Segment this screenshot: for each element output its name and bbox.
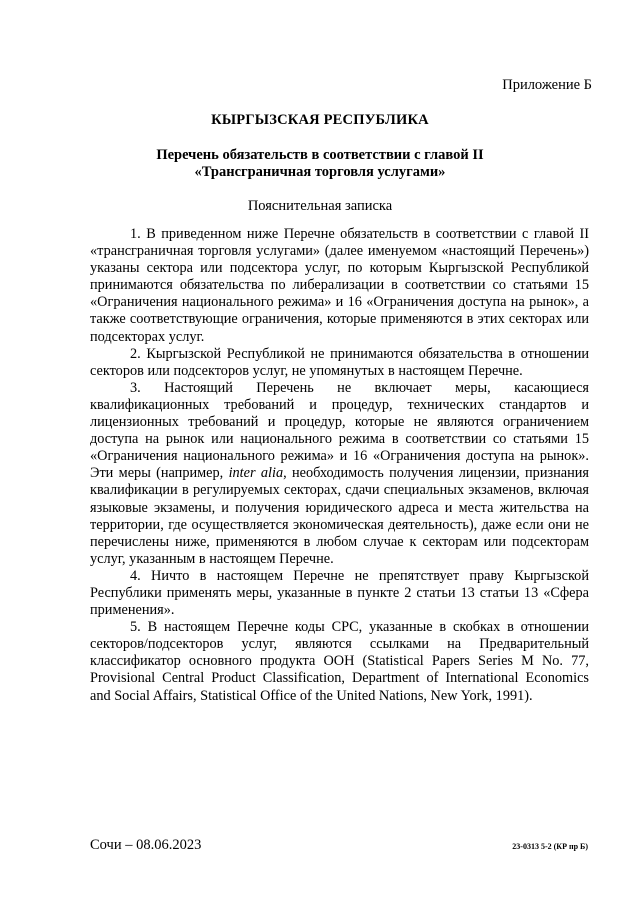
document-body — [90, 226, 589, 705]
paragraph-4: 4. Ничто в настоящем Перечне не препятствует праву Кыргызской Республики применять меры, указанные в пункте 2 статьи 13 статьи 13 «Сфера применения». — [90, 567, 589, 619]
paragraph-5: 5. В настоящем Перечне коды CPC, указанные в скобках в отношении секторов/подсекторов услуг, являются ссылками на Предварительный классификатор основного продукта ООН (Statistical Papers Series M No. 77, Provisional Central Product Classification, Department of International Economics and Social Affairs, Statistical Office of the United Nations, New York, 1991). — [90, 619, 589, 704]
paragraph-3-text: 3. Настоящий Перечень не включает меры, касающиеся квалификационных требований и процедур, технических стандартов и лицензионных требований и процедур, которые не являются ограничением доступа на рынок или национального режима в соответствии со статьями 15 «Ограничения национального режима» и 16 «Ограничения доступа на рынок». — [90, 379, 589, 465]
annex-label: Приложение Б — [502, 77, 592, 93]
footer-date: Сочи – 08.06.2023 — [90, 837, 202, 853]
subtitle-line-1: Перечень обязательств в соответствии с главой II — [156, 147, 484, 163]
paragraph-3 — [90, 380, 589, 568]
paragraph-3-cont-b: , необходимость получения лицензии, признания квалификации в регулируемых секторах, сдачи специальных экзаменов, включая языковые экзамены, и получения юридического адреса и места жительства на территории, где осуществляется экономическая деятельность), даже если они не перечислены ниже, применяются в любом случае к секторам или подсекторам услуг, указанным в настоящем Перечне. — [90, 465, 589, 567]
country-heading: КЫРГЫЗСКАЯ РЕСПУБЛИКА — [211, 112, 429, 128]
document-subtitle — [0, 147, 640, 181]
paragraph-3-cont-a: Эти меры (например, — [90, 465, 229, 482]
explanatory-note-title: Пояснительная записка — [247, 198, 393, 214]
paragraph-1: 1. В приведенном ниже Перечне обязательств в соответствии с главой II «трансграничная торговля услугами» (далее именуемом «настоящий Перечень») указаны сектора или подсектора услуг, по которым Кыргызской Республикой принимаются обязательства по либерализации в соответствии со статьями 15 «Ограничения национального режима» и 16 «Ограничения доступа на рынок», а также соответствующие ограничения, которые применяются в этих секторах или подсекторах услуг. — [90, 226, 589, 345]
subtitle-line-2: «Трансграничная торговля услугами» — [194, 164, 446, 180]
paragraph-2: 2. Кыргызской Республикой не принимаются обязательства в отношении секторов или подсекторов услуг, не упомянутых в настоящем Перечне. — [90, 345, 589, 379]
footer-doc-code: 23-0313 5-2 (КР пр Б) — [512, 842, 588, 851]
inter-alia-text: inter alia — [228, 465, 284, 482]
